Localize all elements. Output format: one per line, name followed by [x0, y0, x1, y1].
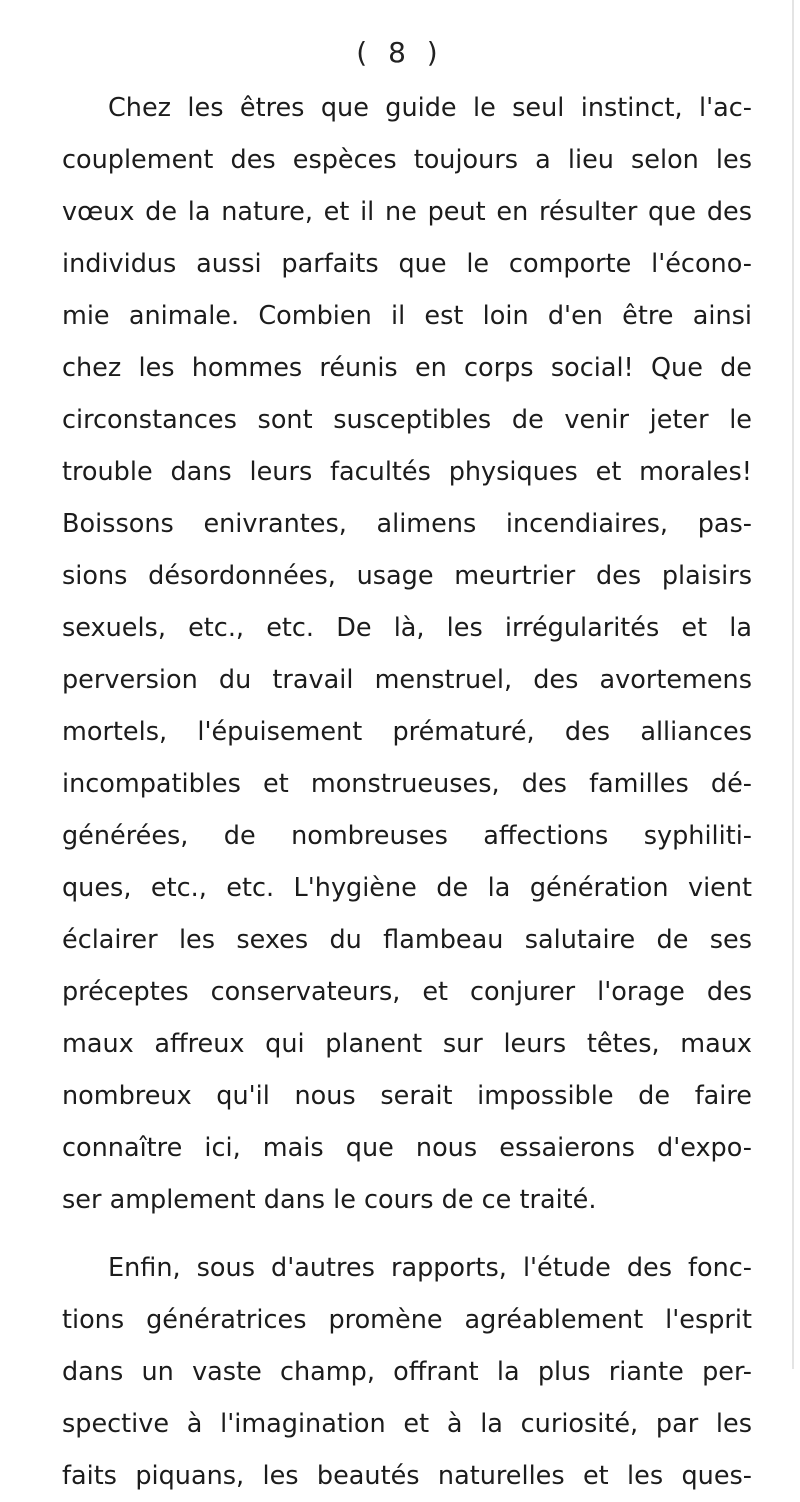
text-line: trouble dans leurs facultés physiques et morales! [62, 457, 752, 487]
text-line: ques, etc., etc. L'hygiène de la génération vient [62, 873, 752, 903]
paragraph-1 [62, 82, 752, 1226]
text-line: spective à l'imagination et à la curiosité, par les [62, 1409, 752, 1439]
text-line: vœux de la nature, et il ne peut en résulter que des [62, 197, 752, 227]
text-line: incompatibles et monstrueuses, des familles dé- [62, 769, 752, 799]
page-edge [792, 0, 794, 1369]
text-line: nombreux qu'il nous serait impossible de faire [62, 1081, 752, 1111]
text-line: connaître ici, mais que nous essaierons d'expo- [62, 1133, 752, 1163]
text-line: maux affreux qui planent sur leurs têtes, maux [62, 1029, 752, 1059]
text-line: mie animale. Combien il est loin d'en être ainsi [62, 301, 752, 331]
text-line: couplement des espèces toujours a lieu selon les [62, 145, 752, 175]
text-line: chez les hommes réunis en corps social! Que de [62, 353, 752, 383]
text-line: éclairer les sexes du flambeau salutaire de ses [62, 925, 752, 955]
text-line: tions génératrices promène agréablement l'esprit [62, 1305, 752, 1335]
paragraph-gap [62, 1226, 752, 1242]
text-line: mortels, l'épuisement prématuré, des alliances [62, 717, 752, 747]
text-line: Boissons enivrantes, alimens incendiaires, pas- [62, 509, 752, 539]
text-line: perversion du travail menstruel, des avortemens [62, 665, 752, 695]
text-line: sexuels, etc., etc. De là, les irrégularités et la [62, 613, 752, 643]
page-number: ( 8 ) [356, 36, 444, 69]
text-line: générées, de nombreuses affections syphiliti- [62, 821, 752, 851]
text-line: sions désordonnées, usage meurtrier des plaisirs [62, 561, 752, 591]
text-line: circonstances sont susceptibles de venir jeter le [62, 405, 752, 435]
text-line: Chez les êtres que guide le seul instinct, l'ac- [108, 93, 752, 123]
text-line: individus aussi parfaits que le comporte l'écono- [62, 249, 752, 279]
text-line: Enfin, sous d'autres rapports, l'étude des fonc- [108, 1253, 752, 1283]
text-line: faits piquans, les beautés naturelles et les ques- [62, 1461, 752, 1491]
text-line: ser amplement dans le cours de ce traité. [62, 1185, 597, 1215]
text-line: préceptes conservateurs, et conjurer l'orage des [62, 977, 752, 1007]
text-line: dans un vaste champ, offrant la plus riante per- [62, 1357, 752, 1387]
paragraph-2 [62, 1242, 752, 1502]
text-block [62, 82, 752, 1502]
